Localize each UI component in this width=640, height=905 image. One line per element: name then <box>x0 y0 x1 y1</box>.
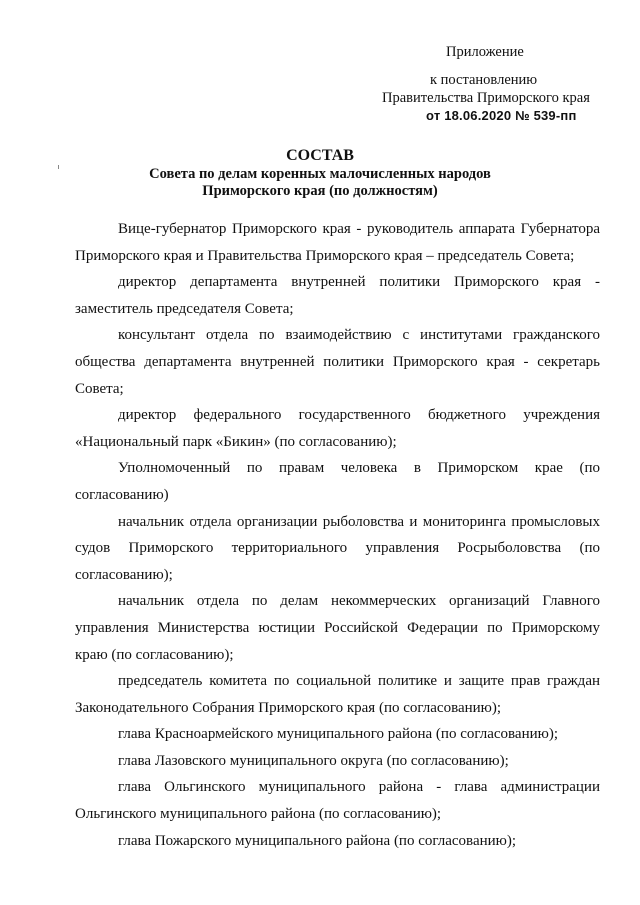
member-item: консультант отдела по взаимодействию с институтами гражданского общества департамента внутренней политики Приморского края - секретарь Совета; <box>75 327 600 397</box>
appendix-label: Приложение <box>446 44 524 60</box>
resolution-date-number: от 18.06.2020 № 539-пп <box>426 108 577 123</box>
member-item: глава Ольгинского муниципального района - глава администрации Ольгинского муниципального района (по согласованию); <box>75 779 600 823</box>
document-subtitle-line2: Приморского края (по должностям) <box>202 183 438 199</box>
member-item: глава Пожарского муниципального района (по согласованию); <box>118 832 517 849</box>
member-item: Уполномоченный по правам человека в Приморском крае (по согласованию) <box>75 460 600 503</box>
member-item: начальник отдела организации рыболовства и мониторинга промысловых судов Приморского территориального управления Росрыболовства (по согласованию); <box>75 513 600 583</box>
member-item: директор департамента внутренней политики Приморского края - заместитель председателя Совета; <box>75 274 600 317</box>
member-item: председатель комитета по социальной политике и защите прав граждан Законодательного Собрания Приморского края (по согласованию); <box>75 673 600 716</box>
member-item: Вице-губернатор Приморского края - руководитель аппарата Губернатора Приморского края и Правительства Приморского края – председатель Совета; <box>75 221 600 264</box>
document-subtitle-line1: Совета по делам коренных малочисленных народов <box>149 166 491 182</box>
members-list <box>75 216 600 854</box>
member-item: глава Лазовского муниципального округа (по согласованию); <box>118 752 509 769</box>
member-item: директор федерального государственного бюджетного учреждения «Национальный парк «Бикин» (по согласованию); <box>75 407 600 450</box>
appendix-government: Правительства Приморского края <box>382 90 590 106</box>
member-item: начальник отдела по делам некоммерческих организаций Главного управления Министерства юстиции Российской Федерации по Приморскому краю (по согласованию); <box>75 593 600 663</box>
document-title: СОСТАВ <box>286 147 354 164</box>
member-item: глава Красноармейского муниципального района (по согласованию); <box>118 726 559 743</box>
appendix-to-resolution: к постановлению <box>430 72 538 88</box>
